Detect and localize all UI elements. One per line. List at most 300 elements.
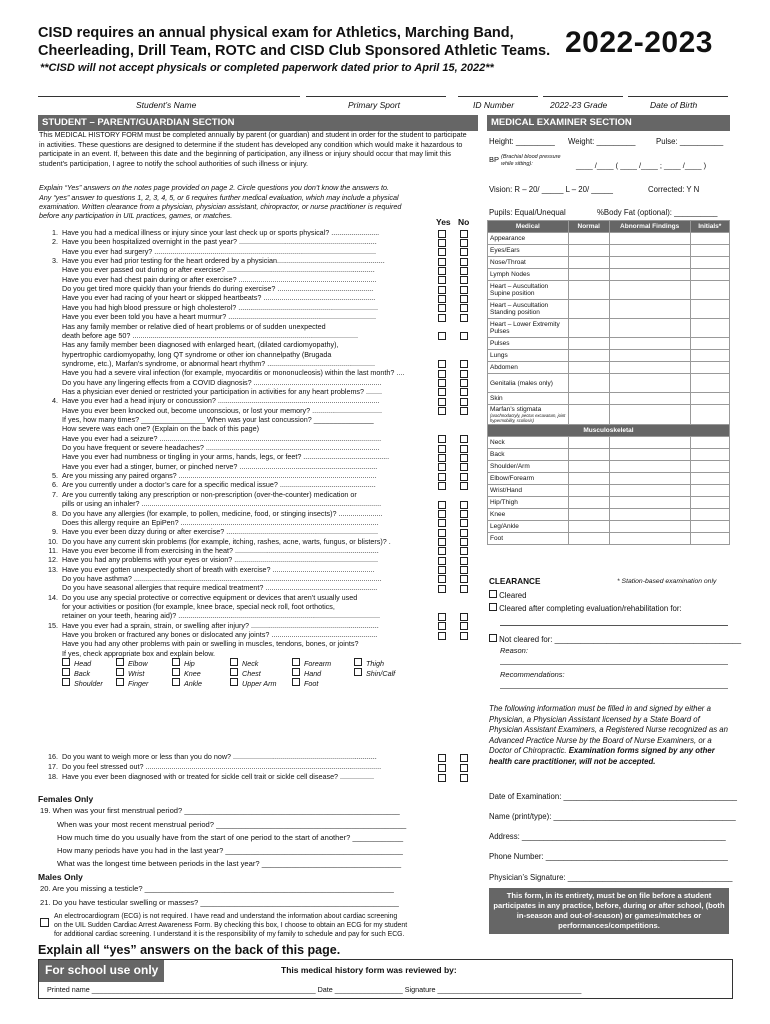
exam-entry-cell[interactable] bbox=[690, 338, 729, 350]
yes-checkbox[interactable] bbox=[438, 463, 446, 471]
no-checkbox[interactable] bbox=[460, 445, 468, 453]
explain-note-3: examination. Written clearance from a physician, physician assistant, chiropractor, or nurse practitioner is required bbox=[39, 202, 402, 211]
question-row bbox=[62, 424, 462, 433]
exam-entry-cell[interactable] bbox=[609, 405, 690, 425]
no-checkbox[interactable] bbox=[460, 435, 468, 443]
exam-entry-cell[interactable] bbox=[568, 437, 609, 449]
body-part-option[interactable] bbox=[172, 658, 195, 668]
signature-field[interactable]: Physician’s Signature: ______________________________________ bbox=[489, 873, 733, 882]
no-checkbox[interactable] bbox=[460, 622, 468, 630]
exam-row bbox=[488, 485, 730, 497]
no-checkbox[interactable] bbox=[460, 230, 468, 238]
exam-entry-cell[interactable] bbox=[609, 485, 690, 497]
exam-row bbox=[488, 461, 730, 473]
exam-entry-cell[interactable] bbox=[690, 393, 729, 405]
body-part-option[interactable] bbox=[62, 658, 91, 668]
yes-checkbox[interactable] bbox=[438, 622, 446, 630]
no-checkbox[interactable] bbox=[460, 519, 468, 527]
exam-entry-cell[interactable] bbox=[690, 350, 729, 362]
reason-label: Reason: bbox=[500, 646, 528, 655]
examiner-name-field[interactable]: Name (print/type): __________________________________________ bbox=[489, 812, 736, 821]
no-checkbox[interactable] bbox=[460, 575, 468, 583]
ecg-checkbox[interactable] bbox=[40, 914, 49, 932]
exam-entry-cell[interactable] bbox=[690, 319, 729, 338]
yes-checkbox[interactable] bbox=[438, 230, 446, 238]
exam-row bbox=[488, 393, 730, 405]
female-q19e[interactable]: What was the longest time between periods in the last year? _________________________________ bbox=[57, 859, 402, 868]
yes-checkbox[interactable] bbox=[438, 314, 446, 322]
yes-checkbox[interactable] bbox=[438, 501, 446, 509]
exam-entry-cell[interactable] bbox=[690, 461, 729, 473]
exam-entry-cell[interactable] bbox=[568, 497, 609, 509]
female-q19[interactable]: 19. When was your first menstrual period? ___________________________________________________ bbox=[40, 806, 400, 815]
question-text: Have you broken or fractured any bones or dislocated any joints? ..................................................... bbox=[62, 630, 378, 640]
question-number: 18. bbox=[48, 772, 58, 782]
exam-table-header bbox=[488, 221, 730, 233]
exam-row-label bbox=[488, 509, 569, 521]
male-q21[interactable]: 21. Do you have testicular swelling or masses? _______________________________________________ bbox=[40, 898, 399, 907]
question-row bbox=[40, 490, 440, 499]
exam-row bbox=[488, 533, 730, 545]
yes-checkbox[interactable] bbox=[438, 510, 446, 518]
yes-checkbox[interactable] bbox=[438, 482, 446, 490]
body-part-checkbox[interactable] bbox=[116, 668, 124, 676]
yes-checkbox[interactable] bbox=[438, 754, 446, 762]
body-part-label: Back bbox=[74, 669, 90, 678]
yes-checkbox[interactable] bbox=[438, 613, 446, 621]
exam-row-label bbox=[488, 233, 569, 245]
musculoskeletal-label: Musculoskeletal bbox=[488, 425, 730, 437]
exam-row-text: Heart – Lower Extremity Pulses bbox=[490, 321, 560, 335]
no-checkbox[interactable] bbox=[460, 258, 468, 266]
exam-entry-cell[interactable] bbox=[609, 437, 690, 449]
exam-entry-cell[interactable] bbox=[609, 269, 690, 281]
yes-checkbox[interactable] bbox=[438, 519, 446, 527]
body-part-option[interactable] bbox=[230, 668, 261, 678]
exam-row-label bbox=[488, 269, 569, 281]
female-q19b[interactable]: When was your most recent menstrual period? _____________________________________________ bbox=[57, 820, 407, 829]
no-checkbox[interactable] bbox=[460, 388, 468, 396]
exam-entry-cell[interactable] bbox=[690, 405, 729, 425]
question-row bbox=[40, 752, 440, 761]
no-checkbox[interactable] bbox=[460, 632, 468, 640]
no-checkbox[interactable] bbox=[460, 774, 468, 782]
exam-row bbox=[488, 362, 730, 374]
no-checkbox[interactable] bbox=[460, 557, 468, 565]
question-text: Has any family member been diagnosed with enlarged heart, (dilated cardiomyopathy), bbox=[62, 340, 339, 350]
exam-column-header: Normal bbox=[568, 221, 609, 233]
yes-checkbox[interactable] bbox=[438, 398, 446, 406]
question-text: Do you feel stressed out? ...................................................................................................................... bbox=[62, 762, 382, 772]
exam-entry-cell[interactable] bbox=[609, 393, 690, 405]
address-field[interactable]: Address: _______________________________________________ bbox=[489, 832, 726, 841]
no-checkbox[interactable] bbox=[460, 585, 468, 593]
no-checkbox[interactable] bbox=[460, 276, 468, 284]
yes-checkbox[interactable] bbox=[438, 538, 446, 546]
exam-table-wrap bbox=[487, 220, 730, 545]
body-part-option[interactable] bbox=[292, 658, 331, 668]
no-checkbox[interactable] bbox=[460, 332, 468, 340]
ecg-line-1: An electrocardiogram (ECG) is not required. I have read and understand the information about cardiac screening bbox=[54, 913, 398, 920]
body-part-checkbox[interactable] bbox=[62, 658, 70, 666]
no-checkbox[interactable] bbox=[460, 239, 468, 247]
body-part-checkbox[interactable] bbox=[116, 658, 124, 666]
exam-entry-cell[interactable] bbox=[609, 449, 690, 461]
body-part-checkbox[interactable] bbox=[230, 668, 238, 676]
question-row bbox=[62, 518, 462, 527]
explain-note-2: Any “yes” answer to questions 1, 2, 3, 4, 5, or 6 requires further medical evaluation, which may include a physical bbox=[39, 193, 399, 202]
exam-entry-cell[interactable] bbox=[609, 497, 690, 509]
exam-entry-cell[interactable] bbox=[568, 281, 609, 300]
weight-field[interactable]: Weight: _________ bbox=[568, 137, 636, 146]
exam-entry-cell[interactable] bbox=[609, 509, 690, 521]
exam-row-text: Neck bbox=[490, 439, 505, 446]
no-checkbox[interactable] bbox=[460, 473, 468, 481]
exam-entry-cell[interactable] bbox=[609, 319, 690, 338]
yes-checkbox[interactable] bbox=[438, 575, 446, 583]
body-part-option[interactable] bbox=[230, 678, 276, 688]
yes-checkbox[interactable] bbox=[438, 239, 446, 247]
female-q19c[interactable]: How much time do you usually have from the start of one period to the start of another? ____________ bbox=[57, 833, 404, 842]
question-text: Have you ever had surgery? ............................................................................................................... bbox=[62, 246, 376, 256]
exam-entry-cell[interactable] bbox=[609, 338, 690, 350]
cleared-after-option[interactable] bbox=[489, 603, 682, 613]
exam-entry-cell[interactable] bbox=[609, 533, 690, 545]
yes-checkbox[interactable] bbox=[438, 407, 446, 415]
body-part-option[interactable] bbox=[62, 678, 103, 688]
exam-entry-cell[interactable] bbox=[609, 281, 690, 300]
exam-entry-cell[interactable] bbox=[568, 374, 609, 393]
cleared-after-label: Cleared after completing evaluation/rehabilitation for: bbox=[499, 604, 682, 613]
no-checkbox[interactable] bbox=[460, 463, 468, 471]
no-checkbox[interactable] bbox=[460, 764, 468, 772]
corrected-field[interactable]: Corrected: Y N bbox=[648, 185, 700, 194]
exam-entry-cell[interactable] bbox=[609, 350, 690, 362]
body-part-option[interactable] bbox=[354, 668, 395, 678]
no-checkbox[interactable] bbox=[460, 754, 468, 762]
body-part-label: Foot bbox=[304, 679, 319, 688]
yes-checkbox[interactable] bbox=[438, 276, 446, 284]
exam-row-label bbox=[488, 374, 569, 393]
male-q20[interactable]: 20. Are you missing a testicle? ___________________________________________________________ bbox=[40, 884, 394, 893]
question-text: Do you have seasonal allergies that require medical treatment? ........................................................ bbox=[62, 583, 378, 593]
exam-entry-cell[interactable] bbox=[690, 245, 729, 257]
no-checkbox[interactable] bbox=[460, 267, 468, 275]
yes-checkbox[interactable] bbox=[438, 445, 446, 453]
yes-checkbox[interactable] bbox=[438, 248, 446, 256]
no-checkbox[interactable] bbox=[460, 286, 468, 294]
exam-entry-cell[interactable] bbox=[690, 269, 729, 281]
body-part-label: Neck bbox=[242, 659, 259, 668]
exam-entry-cell[interactable] bbox=[568, 350, 609, 362]
exam-row-text: Eyes/Ears bbox=[490, 247, 520, 254]
title-line-1: CISD requires an annual physical exam for Athletics, Marching Band, bbox=[38, 25, 514, 41]
yes-checkbox[interactable] bbox=[438, 388, 446, 396]
question-row bbox=[62, 340, 462, 349]
body-part-checkbox[interactable] bbox=[172, 658, 180, 666]
primary-sport-field[interactable] bbox=[306, 96, 446, 97]
yes-checkbox[interactable] bbox=[438, 286, 446, 294]
body-part-option[interactable] bbox=[116, 668, 144, 678]
exam-row bbox=[488, 281, 730, 300]
exam-entry-cell[interactable] bbox=[609, 374, 690, 393]
page-title bbox=[38, 24, 558, 60]
exam-entry-cell[interactable] bbox=[690, 257, 729, 269]
female-q19d[interactable]: How many periods have you had in the last year? __________________________________________ bbox=[57, 846, 403, 855]
question-row bbox=[62, 611, 462, 620]
body-part-checkbox[interactable] bbox=[116, 678, 124, 686]
question-row bbox=[40, 537, 440, 546]
body-part-checkbox[interactable] bbox=[62, 678, 70, 686]
question-text: Are you currently under a doctor’s care for a specific medical issue? ................................................ bbox=[62, 480, 376, 490]
body-part-checkbox[interactable] bbox=[292, 668, 300, 676]
yes-checkbox[interactable] bbox=[438, 454, 446, 462]
exam-entry-cell[interactable] bbox=[690, 521, 729, 533]
question-number: 10. bbox=[48, 536, 58, 546]
exam-entry-cell[interactable] bbox=[568, 362, 609, 374]
no-checkbox[interactable] bbox=[460, 360, 468, 368]
exam-row bbox=[488, 269, 730, 281]
question-text: Do you want to weigh more or less than you do now? ........................................................................ bbox=[62, 752, 377, 761]
recommendations-label: Recommendations: bbox=[500, 670, 565, 679]
no-checkbox[interactable] bbox=[460, 304, 468, 312]
exam-entry-cell[interactable] bbox=[609, 521, 690, 533]
no-checkbox[interactable] bbox=[460, 370, 468, 378]
no-checkbox[interactable] bbox=[460, 398, 468, 406]
exam-entry-cell[interactable] bbox=[568, 233, 609, 245]
question-text: Do you have any lingering effects from a COVID diagnosis? ................................................................ bbox=[62, 377, 382, 387]
student-id-row bbox=[38, 92, 733, 114]
grade-field[interactable] bbox=[543, 96, 623, 97]
no-checkbox[interactable] bbox=[460, 538, 468, 546]
no-checkbox[interactable] bbox=[460, 482, 468, 490]
yes-checkbox[interactable] bbox=[438, 473, 446, 481]
yes-checkbox[interactable] bbox=[438, 557, 446, 565]
yes-checkbox[interactable] bbox=[438, 764, 446, 772]
exam-entry-cell[interactable] bbox=[690, 533, 729, 545]
question-text: Do you have asthma? ............................................................................................................................ bbox=[62, 573, 382, 583]
question-row bbox=[62, 350, 462, 359]
exam-entry-cell[interactable] bbox=[568, 269, 609, 281]
student-name-field[interactable] bbox=[38, 96, 300, 97]
body-part-label: Thigh bbox=[366, 659, 384, 668]
yes-checkbox[interactable] bbox=[438, 632, 446, 640]
pulse-field[interactable]: Pulse: __________ bbox=[656, 137, 724, 146]
bp-label: BP bbox=[489, 155, 500, 164]
exam-date-field[interactable]: Date of Examination: ________________________________________ bbox=[489, 792, 737, 801]
no-checkbox[interactable] bbox=[460, 248, 468, 256]
ecg-line-3: for additional cardiac screening. I understand it is the responsibility of my family to schedule and pay for such ECG. bbox=[54, 931, 405, 938]
bodyfat-field[interactable]: %Body Fat (optional): __________ bbox=[597, 208, 718, 217]
no-checkbox[interactable] bbox=[460, 454, 468, 462]
bp-field[interactable]: ____ /____ ( ____ /____ ; ____ /____ ) bbox=[576, 161, 707, 170]
body-part-checkbox[interactable] bbox=[172, 668, 180, 676]
no-checkbox[interactable] bbox=[460, 407, 468, 415]
exam-entry-cell[interactable] bbox=[568, 461, 609, 473]
exam-entry-cell[interactable] bbox=[690, 449, 729, 461]
yes-checkbox[interactable] bbox=[438, 295, 446, 303]
clearance-heading: CLEARANCE bbox=[489, 577, 541, 586]
yes-checkbox[interactable] bbox=[438, 529, 446, 537]
vision-field[interactable]: Vision: R – 20/ _____ L – 20/ _____ bbox=[489, 185, 613, 194]
no-checkbox[interactable] bbox=[460, 566, 468, 574]
question-text: Has any family member or relative died of heart problems or of sudden unexpected bbox=[62, 321, 326, 331]
question-row bbox=[62, 462, 462, 471]
no-checkbox[interactable] bbox=[460, 501, 468, 509]
exam-entry-cell[interactable] bbox=[690, 362, 729, 374]
explain-back-note: Explain all “yes” answers on the back of this page. bbox=[38, 943, 341, 957]
body-part-option[interactable] bbox=[116, 678, 148, 688]
exam-entry-cell[interactable] bbox=[690, 437, 729, 449]
body-part-checkbox[interactable] bbox=[292, 678, 300, 686]
cleared-after-checkbox[interactable] bbox=[489, 603, 497, 611]
exam-entry-cell[interactable] bbox=[568, 509, 609, 521]
exam-row bbox=[488, 233, 730, 245]
yes-checkbox[interactable] bbox=[438, 258, 446, 266]
printed-name-line[interactable]: Printed name ________________________________________________________ Date _________________ Signature ____________________________________ bbox=[47, 985, 582, 994]
pupils-field[interactable]: Pupils: Equal/Unequal bbox=[489, 208, 566, 217]
exam-entry-cell[interactable] bbox=[690, 233, 729, 245]
musculoskeletal-header bbox=[488, 425, 730, 437]
no-checkbox[interactable] bbox=[460, 547, 468, 555]
question-text: Have you ever become ill from exercising in the heat? ........................................................................ bbox=[62, 545, 379, 555]
exam-row-text: Skin bbox=[490, 395, 503, 402]
exam-entry-cell[interactable] bbox=[568, 521, 609, 533]
yes-checkbox[interactable] bbox=[438, 435, 446, 443]
question-text: Have you ever had a seizure? ............................................................................................................... bbox=[62, 433, 382, 443]
exam-entry-cell[interactable] bbox=[690, 473, 729, 485]
question-row bbox=[62, 265, 462, 274]
exam-entry-cell[interactable] bbox=[690, 485, 729, 497]
exam-entry-cell[interactable] bbox=[568, 245, 609, 257]
yes-checkbox[interactable] bbox=[438, 566, 446, 574]
no-checkbox[interactable] bbox=[460, 379, 468, 387]
yes-checkbox[interactable] bbox=[438, 547, 446, 555]
body-part-option[interactable] bbox=[62, 668, 90, 678]
question-text: Have you ever been knocked out, become unconscious, or lost your memory? ................................... bbox=[62, 405, 382, 415]
body-part-option[interactable] bbox=[172, 678, 202, 688]
no-checkbox[interactable] bbox=[460, 510, 468, 518]
exam-entry-cell[interactable] bbox=[609, 473, 690, 485]
body-part-option[interactable] bbox=[172, 668, 201, 678]
exam-entry-cell[interactable] bbox=[609, 245, 690, 257]
body-part-label: Shin/Calf bbox=[366, 669, 396, 678]
body-part-label: Head bbox=[74, 659, 92, 668]
question-row bbox=[62, 303, 462, 312]
exam-row bbox=[488, 338, 730, 350]
dob-field[interactable] bbox=[628, 96, 728, 97]
exam-row-label bbox=[488, 521, 569, 533]
id-number-field[interactable] bbox=[458, 96, 538, 97]
body-part-checkbox[interactable] bbox=[230, 678, 238, 686]
exam-entry-cell[interactable] bbox=[568, 473, 609, 485]
exam-entry-cell[interactable] bbox=[609, 362, 690, 374]
exam-entry-cell[interactable] bbox=[568, 485, 609, 497]
not-cleared-option[interactable] bbox=[489, 634, 741, 644]
exam-entry-cell[interactable] bbox=[609, 233, 690, 245]
yes-checkbox[interactable] bbox=[438, 774, 446, 782]
cleared-option[interactable] bbox=[489, 590, 526, 600]
exam-row bbox=[488, 497, 730, 509]
phone-field[interactable]: Phone Number: __________________________________________ bbox=[489, 852, 728, 861]
exam-entry-cell[interactable] bbox=[568, 449, 609, 461]
exam-entry-cell[interactable] bbox=[568, 338, 609, 350]
exam-entry-cell[interactable] bbox=[690, 497, 729, 509]
question-row bbox=[62, 387, 462, 396]
body-part-label: Ankle bbox=[184, 679, 202, 688]
body-part-option[interactable] bbox=[116, 658, 148, 668]
body-part-label: Upper Arm bbox=[242, 679, 277, 688]
exam-entry-cell[interactable] bbox=[690, 509, 729, 521]
body-part-checkbox[interactable] bbox=[354, 658, 362, 666]
no-checkbox[interactable] bbox=[460, 529, 468, 537]
exam-entry-cell[interactable] bbox=[568, 533, 609, 545]
question-row bbox=[40, 593, 440, 602]
yes-checkbox[interactable] bbox=[438, 585, 446, 593]
body-part-checkbox[interactable] bbox=[354, 668, 362, 676]
primary-sport-label: Primary Sport bbox=[348, 100, 400, 110]
exam-entry-cell[interactable] bbox=[690, 374, 729, 393]
height-field[interactable]: Height: _________ bbox=[489, 137, 555, 146]
cleared-after-line[interactable] bbox=[500, 625, 728, 626]
exam-entry-cell[interactable] bbox=[609, 461, 690, 473]
yes-checkbox[interactable] bbox=[438, 379, 446, 387]
no-checkbox[interactable] bbox=[460, 314, 468, 322]
exam-entry-cell[interactable] bbox=[609, 257, 690, 269]
body-part-checkbox[interactable] bbox=[292, 658, 300, 666]
body-part-option[interactable] bbox=[292, 678, 318, 688]
exam-entry-cell[interactable] bbox=[568, 300, 609, 319]
exam-entry-cell[interactable] bbox=[609, 300, 690, 319]
question-row bbox=[40, 256, 440, 265]
exam-row-text: Lymph Nodes bbox=[490, 271, 530, 278]
exam-entry-cell[interactable] bbox=[690, 300, 729, 319]
exam-row-label bbox=[488, 393, 569, 405]
question-row bbox=[40, 237, 440, 246]
yes-checkbox[interactable] bbox=[438, 332, 446, 340]
explain-note-4: before any participation in UIL practices, games, or matches. bbox=[39, 211, 233, 220]
cleared-checkbox[interactable] bbox=[489, 590, 497, 598]
exam-entry-cell[interactable] bbox=[568, 319, 609, 338]
exam-row bbox=[488, 374, 730, 393]
body-part-option[interactable] bbox=[354, 658, 384, 668]
no-checkbox[interactable] bbox=[460, 295, 468, 303]
exam-row-text: Marfan’s stigmata bbox=[490, 406, 542, 413]
recommendations-line[interactable] bbox=[500, 688, 728, 689]
yes-checkbox[interactable] bbox=[438, 304, 446, 312]
yes-checkbox[interactable] bbox=[438, 360, 446, 368]
body-part-option[interactable] bbox=[292, 668, 321, 678]
no-checkbox[interactable] bbox=[460, 613, 468, 621]
yes-checkbox[interactable] bbox=[438, 267, 446, 275]
yes-checkbox[interactable] bbox=[438, 370, 446, 378]
exam-row-label bbox=[488, 362, 569, 374]
reason-line[interactable] bbox=[500, 664, 728, 665]
body-part-checkbox[interactable] bbox=[172, 678, 180, 686]
exam-entry-cell[interactable] bbox=[568, 393, 609, 405]
body-part-option[interactable] bbox=[230, 658, 258, 668]
marfan-note: (arachnodactyly, pectus excavatum, joint hypermobility, scoliosis) bbox=[490, 413, 566, 423]
not-cleared-checkbox[interactable] bbox=[489, 634, 497, 642]
body-part-checkbox[interactable] bbox=[230, 658, 238, 666]
body-part-label: Shoulder bbox=[74, 679, 103, 688]
question-text: Have you ever been dizzy during or after exercise? ............................................................................ bbox=[62, 527, 378, 537]
exam-entry-cell[interactable] bbox=[568, 405, 609, 425]
body-part-label: Elbow bbox=[128, 659, 148, 668]
exam-entry-cell[interactable] bbox=[690, 281, 729, 300]
body-part-checkbox[interactable] bbox=[62, 668, 70, 676]
exam-entry-cell[interactable] bbox=[568, 257, 609, 269]
